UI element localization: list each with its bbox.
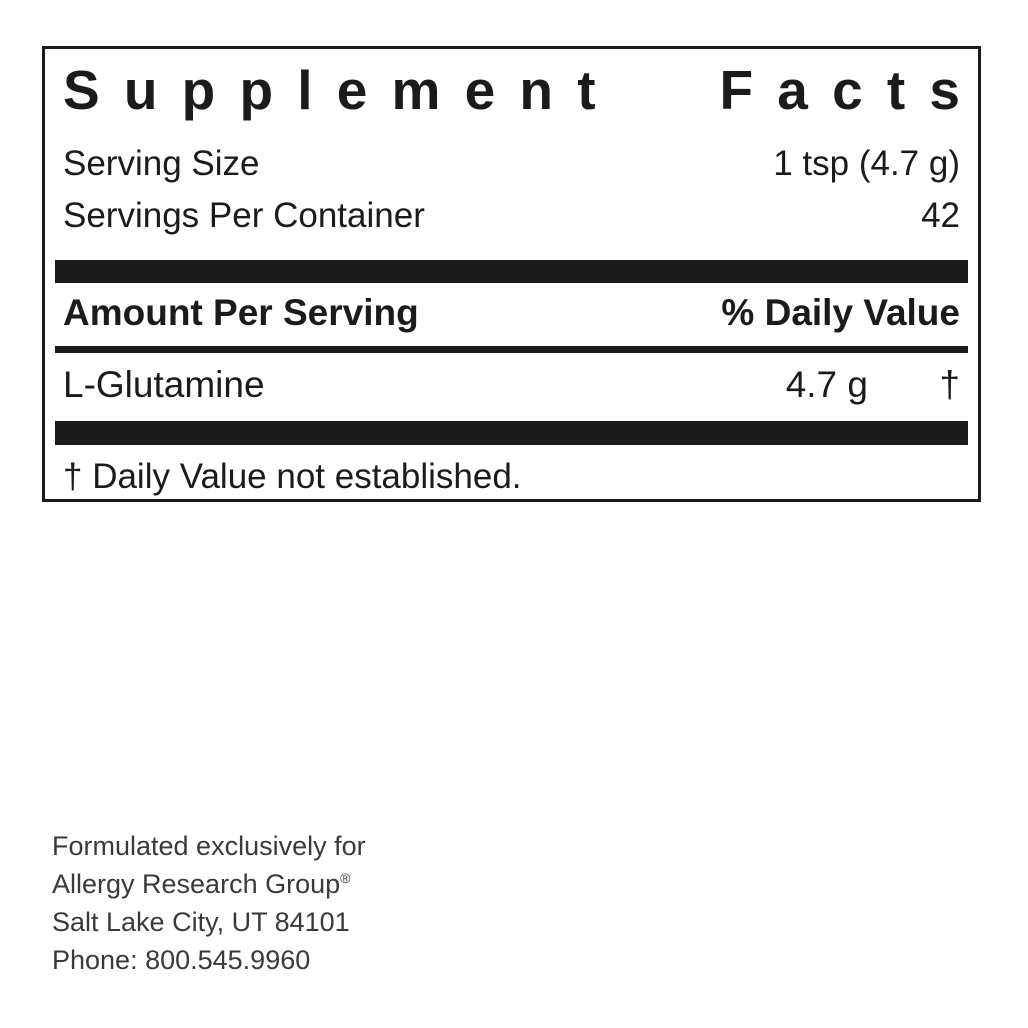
serving-size-label: Serving Size [63, 144, 260, 183]
serving-info-block [63, 138, 960, 242]
distributor-line-company [52, 865, 366, 903]
daily-value-header: % Daily Value [721, 292, 960, 333]
supplement-facts-title [63, 59, 985, 121]
footnote: † Daily Value not established. [63, 457, 522, 497]
distributor-info [52, 827, 366, 979]
ingredient-row [63, 364, 960, 407]
title-word-supplement: Supplement [63, 59, 620, 121]
servings-per-container-value: 42 [921, 196, 960, 235]
title-word-facts: Facts [719, 59, 985, 121]
thick-divider-top [55, 260, 968, 283]
registered-trademark-mark: ® [340, 870, 351, 886]
ingredient-amount: 4.7 g [785, 363, 868, 405]
serving-size-row [63, 138, 960, 190]
ingredient-name: L-Glutamine [63, 363, 265, 405]
amount-per-serving-header: Amount Per Serving [63, 292, 419, 333]
servings-per-container-label: Servings Per Container [63, 196, 425, 235]
thin-divider [55, 346, 968, 353]
distributor-line-city: Salt Lake City, UT 84101 [52, 907, 350, 937]
thick-divider-bottom [55, 421, 968, 445]
ingredient-daily-value: † [939, 363, 960, 405]
ingredient-values [786, 364, 960, 407]
supplement-facts-panel [42, 46, 985, 502]
distributor-line-phone: Phone: 800.545.9960 [52, 945, 311, 975]
servings-per-container-row [63, 190, 960, 242]
column-header-row [63, 292, 960, 335]
serving-size-value: 1 tsp (4.7 g) [773, 144, 960, 183]
distributor-line-formulated: Formulated exclusively for [52, 831, 366, 861]
company-name: Allergy Research Group [52, 869, 341, 899]
